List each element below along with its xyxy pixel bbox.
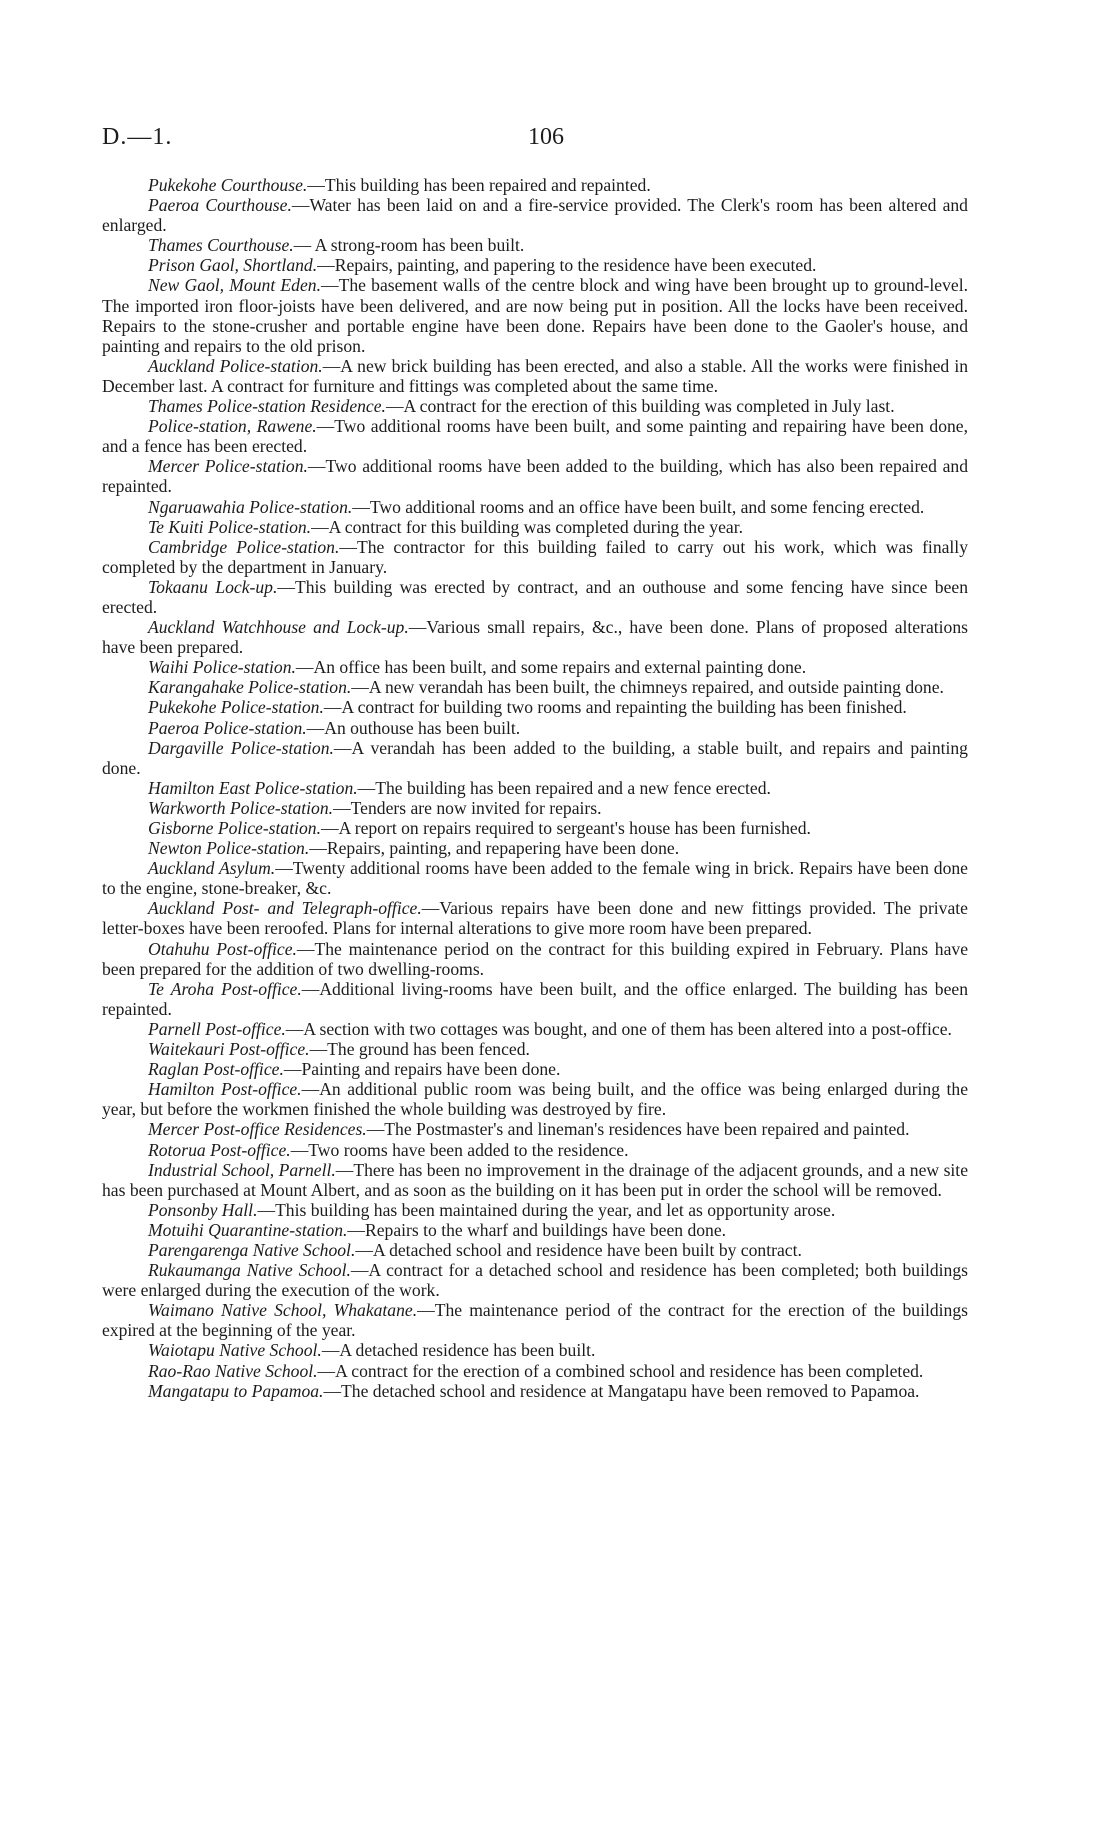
- report-entry: [102, 718, 968, 738]
- entry-text: —A detached school and residence have been built by contract.: [355, 1239, 802, 1260]
- entry-title: Auckland Watchhouse and Lock-up.: [148, 617, 409, 638]
- entry-text: —Tenders are now invited for repairs.: [333, 797, 602, 818]
- report-entry: [102, 798, 968, 818]
- entry-text: —An outhouse has been built.: [306, 717, 521, 738]
- report-entry: [102, 396, 968, 416]
- report-entry: [102, 979, 968, 1019]
- report-entry: [102, 939, 968, 979]
- entry-text: —This building has been repaired and repainted.: [307, 175, 651, 195]
- report-entry: [102, 677, 968, 697]
- entry-text: —The ground has been fenced.: [309, 1039, 530, 1060]
- entry-title: Thames Police-station Residence.: [148, 396, 386, 417]
- entry-title: Newton Police-station.: [148, 838, 310, 859]
- report-entry: [102, 1260, 968, 1300]
- entry-title: New Gaol, Mount Eden.: [148, 275, 321, 296]
- report-entry: [102, 1059, 968, 1079]
- report-entry: [102, 818, 968, 838]
- entry-text: —A new verandah has been built, the chimneys repaired, and outside painting done.: [351, 677, 944, 698]
- entry-title: Waihi Police-station.: [148, 657, 296, 678]
- entry-title: Waitekauri Post-office.: [148, 1039, 310, 1060]
- entry-title: Otahuhu Post-office.: [148, 938, 297, 959]
- entry-title: Tokaanu Lock-up.: [148, 576, 278, 597]
- report-body: [102, 175, 968, 1401]
- entry-title: Rao-Rao Native School.: [148, 1360, 318, 1381]
- entry-text: —A contract for a detached school and residence has been completed; both buildings were enlarged during the execution of the work.: [102, 1260, 968, 1301]
- report-entry: [102, 577, 968, 617]
- entry-title: Hamilton Post-office.: [148, 1079, 302, 1100]
- report-entry: [102, 1220, 968, 1240]
- report-entry: [102, 1361, 968, 1381]
- report-entry: [102, 738, 968, 778]
- report-entry: [102, 697, 968, 717]
- report-entry: [102, 497, 968, 517]
- entry-title: Paeroa Police-station.: [148, 717, 307, 738]
- report-entry: [102, 657, 968, 677]
- entry-text: —A contract for building two rooms and repainting the building has been finished.: [323, 697, 907, 718]
- entry-text: —The basement walls of the centre block and wing have been brought up to ground-level. The imported iron floor-joists have been delivered, and are now being put in position. All the locks have been received. Repairs to the stone-crusher and portable engine have been done. Repairs have been done to the Gaoler's house, and painting and repairs to the old prison.: [102, 275, 968, 356]
- report-entry: [102, 1079, 968, 1119]
- entry-text: —Two additional rooms and an office have been built, and some fencing erected.: [352, 496, 925, 517]
- report-entry: [102, 537, 968, 577]
- entry-title: Auckland Asylum.: [148, 858, 276, 879]
- report-entry: [102, 235, 968, 255]
- entry-text: —A contract for the erection of a combined school and residence has been completed.: [317, 1360, 924, 1381]
- entry-text: —The Postmaster's and lineman's residences have been repaired and painted.: [366, 1119, 910, 1140]
- entry-title: Te Kuiti Police-station.: [148, 516, 312, 537]
- entry-title: Thames Courthouse.: [148, 235, 294, 256]
- report-entry: [102, 1140, 968, 1160]
- entry-title: Industrial School, Parnell.: [148, 1159, 336, 1180]
- entry-title: Dargaville Police-station.: [148, 737, 334, 758]
- entry-title: Gisborne Police-station.: [148, 818, 321, 838]
- entry-text: —A verandah has been added to the building, a stable built, and repairs and painting done.: [102, 737, 968, 778]
- page-header: [102, 124, 962, 154]
- page-number: 106: [528, 124, 564, 150]
- entry-text: —A new brick building has been erected, and also a stable. All the works were finished in December last. A contract for furniture and fittings was completed about the same time.: [102, 355, 969, 396]
- entry-text: —A contract for the erection of this building was completed in July last.: [385, 396, 895, 417]
- entry-title: Waiotapu Native School.: [148, 1340, 322, 1361]
- entry-text: —A section with two cottages was bought, and one of them has been altered into a post-office.: [285, 1018, 952, 1039]
- entry-text: —An office has been built, and some repairs and external painting done.: [295, 657, 807, 678]
- entry-text: —The detached school and residence at Mangatapu have been removed to Papamoa.: [323, 1380, 920, 1401]
- report-entry: [102, 1119, 968, 1139]
- entry-title: Paeroa Courthouse.: [148, 195, 292, 216]
- entry-title: Te Aroha Post-office.: [148, 978, 302, 999]
- report-entry: [102, 1300, 968, 1340]
- entry-title: Police-station, Rawene.: [148, 416, 317, 437]
- entry-title: Karangahake Police-station.: [148, 677, 352, 698]
- report-entry: [102, 255, 968, 275]
- report-entry: [102, 275, 968, 355]
- entry-title: Mercer Police-station.: [148, 456, 308, 477]
- entry-title: Raglan Post-office.: [148, 1059, 284, 1080]
- entry-title: Mercer Post-office Residences.: [148, 1119, 367, 1140]
- entry-text: —Various repairs have been done and new fittings provided. The private letter-boxes have been reroofed. Plans for internal alterations to give more room have been prepared.: [102, 898, 968, 939]
- entry-text: —The maintenance period on the contract for this building expired in February. Plans have been prepared for the addition of two dwelling-rooms.: [102, 938, 968, 979]
- entry-title: Prison Gaol, Shortland.: [148, 255, 318, 276]
- entry-text: —Repairs, painting, and repapering have been done.: [309, 838, 680, 859]
- report-entry: [102, 1340, 968, 1360]
- report-entry: [102, 838, 968, 858]
- entry-title: Rukaumanga Native School.: [148, 1260, 351, 1281]
- entry-text: —Twenty additional rooms have been added to the female wing in brick. Repairs have been done to the engine, stone-breaker, &c.: [102, 858, 968, 899]
- entry-title: Ngaruawahia Police-station.: [148, 496, 353, 517]
- report-entry: [102, 898, 968, 938]
- entry-text: — A strong-room has been built.: [293, 235, 525, 256]
- report-entry: [102, 456, 968, 496]
- report-entry: [102, 1200, 968, 1220]
- entry-text: —Painting and repairs have been done.: [283, 1059, 561, 1080]
- entry-title: Rotorua Post-office.: [148, 1139, 291, 1160]
- entry-title: Ponsonby Hall.: [148, 1199, 258, 1220]
- entry-text: —Repairs to the wharf and buildings have been done.: [347, 1219, 727, 1240]
- entry-title: Warkworth Police-station.: [148, 797, 334, 818]
- entry-text: —An additional public room was being built, and the office was being enlarged during the year, but before the workmen finished the whole building was destroyed by fire.: [102, 1079, 968, 1120]
- entry-title: Mangatapu to Papamoa.: [148, 1380, 324, 1401]
- entry-text: —Water has been laid on and a fire-service provided. The Clerk's room has been altered and enlarged.: [102, 195, 968, 236]
- entry-text: —This building was erected by contract, and an outhouse and some fencing have since been erected.: [102, 576, 968, 617]
- report-entry: [102, 195, 968, 235]
- entry-text: —The building has been repaired and a new fence erected.: [357, 777, 771, 798]
- report-entry: [102, 1240, 968, 1260]
- entry-text: —The contractor for this building failed to carry out his work, which was finally completed by the department in January.: [102, 536, 968, 577]
- entry-title: Auckland Police-station.: [148, 355, 323, 376]
- report-entry: [102, 416, 968, 456]
- report-entry: [102, 175, 968, 195]
- entry-title: Pukekohe Police-station.: [148, 697, 324, 718]
- report-entry: [102, 356, 968, 396]
- entry-text: —The maintenance period of the contract for the erection of the buildings expired at the beginning of the year.: [102, 1300, 968, 1341]
- report-entry: [102, 1160, 968, 1200]
- report-entry: [102, 858, 968, 898]
- report-entry: [102, 1039, 968, 1059]
- entry-title: Pukekohe Courthouse.: [148, 175, 308, 195]
- entry-title: Parengarenga Native School.: [148, 1239, 356, 1260]
- entry-title: Motuihi Quarantine-station.: [148, 1219, 348, 1240]
- report-entry: [102, 778, 968, 798]
- entry-text: —There has been no improvement in the drainage of the adjacent grounds, and a new site has been purchased at Mount Albert, and as soon as the building on it has been put in order the school will be removed.: [102, 1159, 969, 1200]
- entry-title: Waimano Native School, Whakatane.: [148, 1300, 418, 1321]
- entry-text: —This building has been maintained during the year, and let as opportunity arose.: [257, 1199, 836, 1220]
- document-reference: D.—1.: [102, 124, 173, 150]
- entry-title: Hamilton East Police-station.: [148, 777, 358, 798]
- entry-text: —Two additional rooms have been added to the building, which has also been repaired and repainted.: [102, 456, 968, 497]
- entry-text: —Two additional rooms have been built, and some painting and repairing have been done, and a fence has been erected.: [102, 416, 969, 457]
- report-entry: [102, 1019, 968, 1039]
- entry-text: —Various small repairs, &c., have been done. Plans of proposed alterations have been prepared.: [102, 617, 968, 658]
- report-entry: [102, 617, 968, 657]
- report-entry: [102, 1381, 968, 1401]
- entry-title: Auckland Post- and Telegraph-office.: [148, 898, 422, 919]
- entry-text: —Two rooms have been added to the residence.: [290, 1139, 629, 1160]
- entry-text: —A contract for this building was completed during the year.: [311, 516, 744, 537]
- report-entry: [102, 517, 968, 537]
- entry-text: —Repairs, painting, and papering to the residence have been executed.: [317, 255, 817, 276]
- entry-text: —A report on repairs required to sergeant's house has been furnished.: [320, 818, 811, 838]
- entry-title: Cambridge Police-station.: [148, 536, 340, 557]
- entry-text: —Additional living-rooms have been built, and the office enlarged. The building has been repainted.: [102, 978, 968, 1019]
- entry-title: Parnell Post-office.: [148, 1018, 286, 1039]
- entry-text: —A detached residence has been built.: [321, 1340, 596, 1361]
